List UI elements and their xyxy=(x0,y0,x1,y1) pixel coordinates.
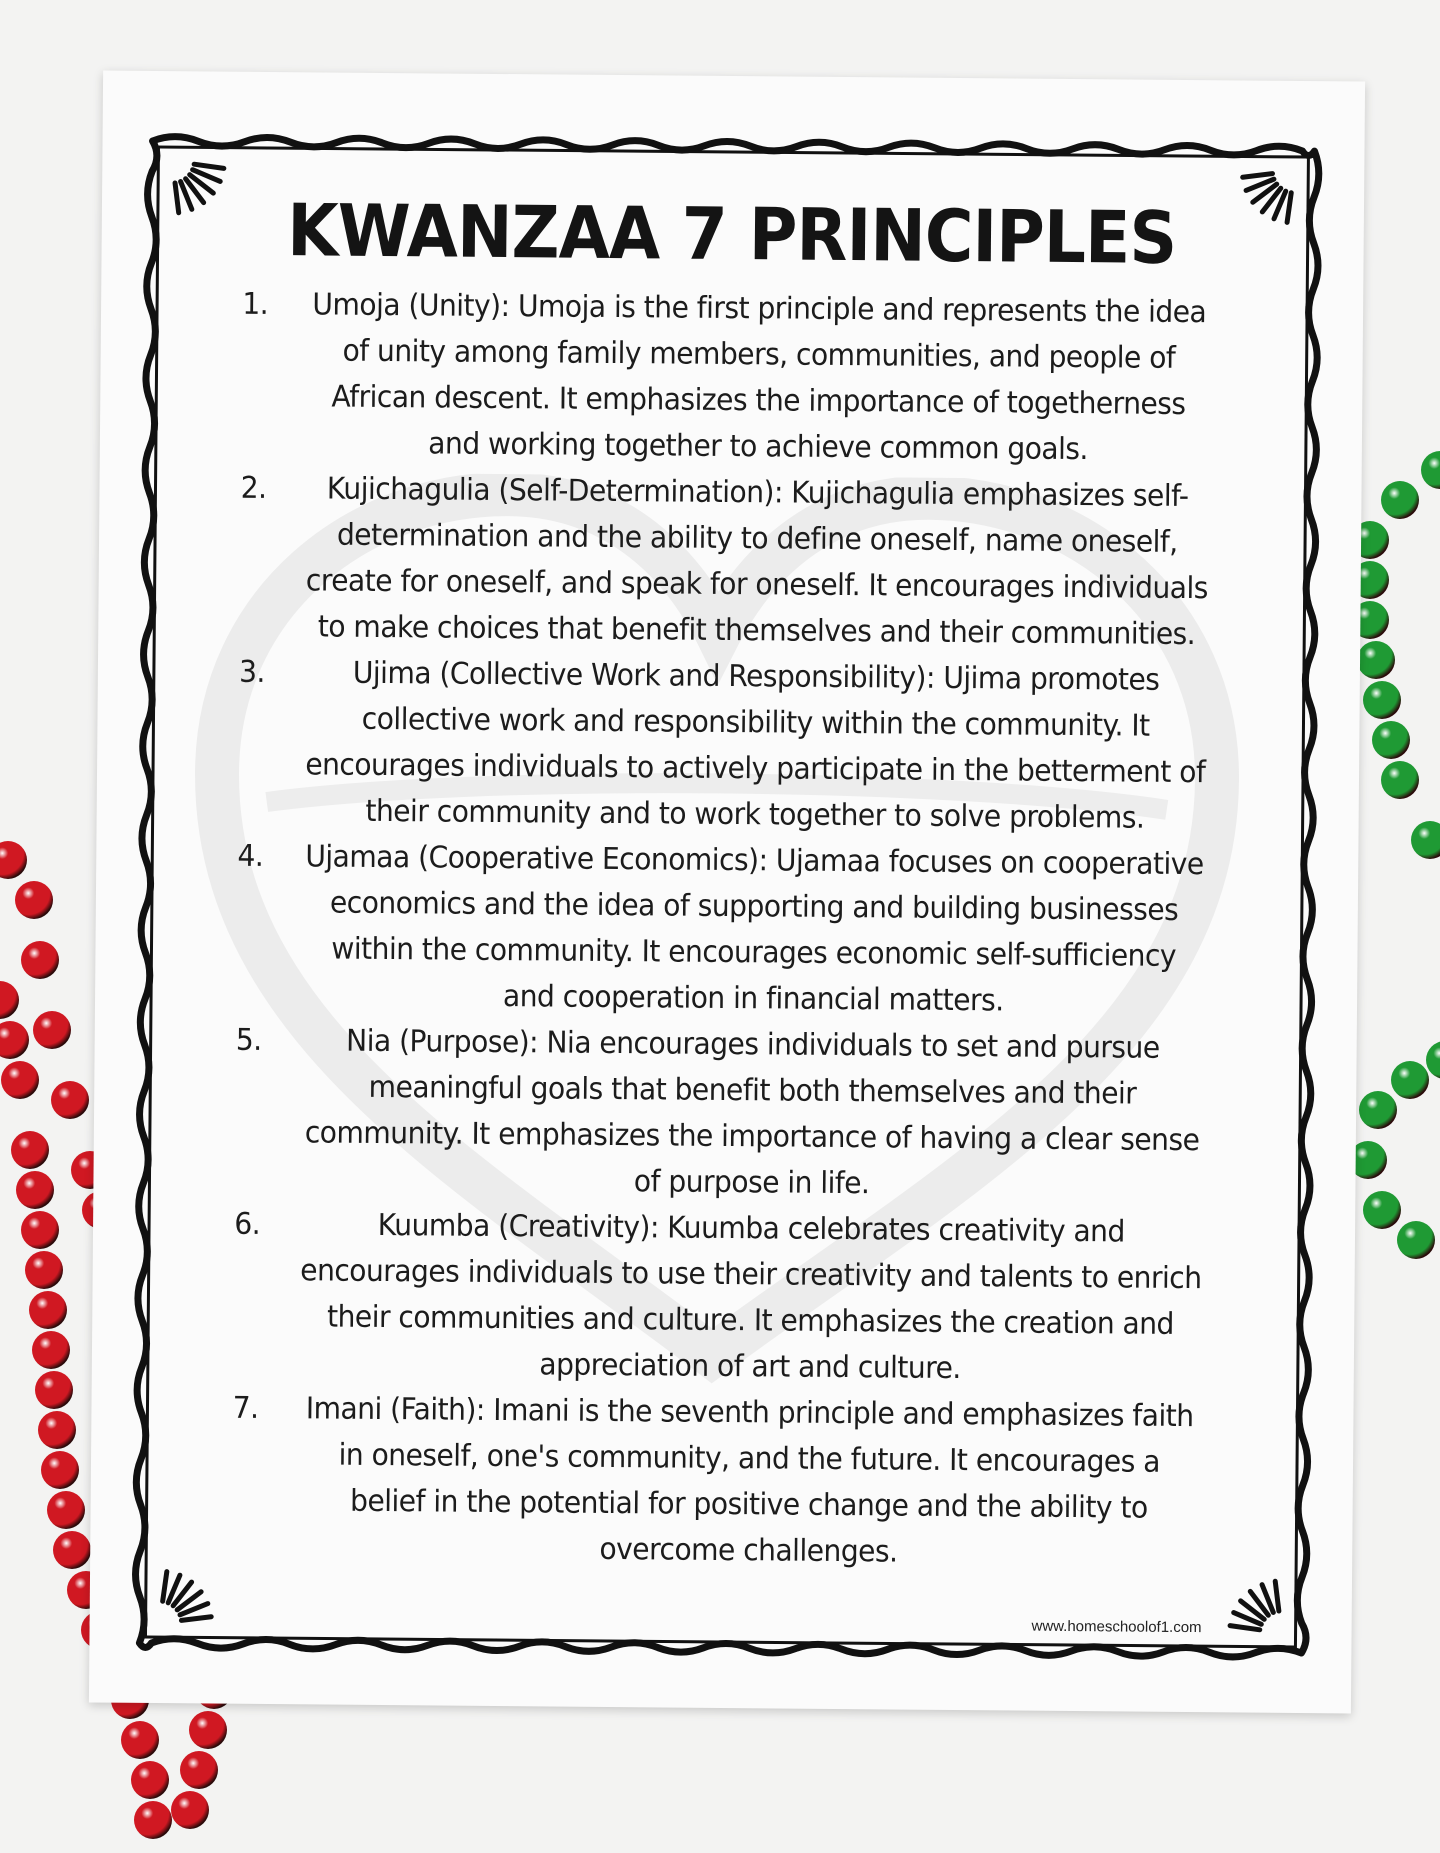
principle-text: Ujamaa (Cooperative Economics): Ujamaa focuses on cooperative economics and the idea of supporting and building businesses within the community. It encourages economic self-sufficiency and cooperation in financial matters. xyxy=(305,839,1204,1019)
principle-item xyxy=(233,1202,1212,1395)
principle-number: 1. xyxy=(242,286,269,322)
principle-text: Kujichagulia (Self-Determination): Kujichagulia emphasizes self-determination and the ability to define oneself, name oneself, create for oneself, and speak for oneself. It encourages individuals to make choices that benefit themselves and their communities. xyxy=(305,471,1209,653)
bead xyxy=(1363,1191,1401,1229)
printed-worksheet xyxy=(89,71,1365,1714)
principle-item xyxy=(234,1018,1213,1211)
principle-number: 7. xyxy=(232,1390,259,1426)
principles-list xyxy=(200,281,1251,1578)
bead xyxy=(1411,821,1440,859)
corner-ray xyxy=(1287,193,1291,223)
bead xyxy=(1397,1221,1435,1259)
principle-number: 4. xyxy=(237,838,264,874)
principle-text: Imani (Faith): Imani is the seventh principle and emphasizes faith in oneself, one's community, and the future. It encourages a belief in the potential for positive change and the ability to overcome challenges. xyxy=(305,1391,1194,1570)
bead xyxy=(1391,1061,1429,1099)
corner-ray xyxy=(1243,173,1273,177)
principle-item xyxy=(238,650,1217,843)
principle-number: 5. xyxy=(235,1022,262,1058)
corner-ray xyxy=(194,164,224,168)
principle-text: Umoja (Unity): Umoja is the first principle and represents the idea of unity among family members, communities, and people of African descent. It emphasizes the importance of togetherness and working together to achieve common goals. xyxy=(312,287,1207,468)
corner-ray xyxy=(163,1572,167,1602)
worksheet-title: KWANZAA 7 PRINCIPLES xyxy=(286,188,1177,280)
principle-text: Kuumba (Creativity): Kuumba celebrates creativity and encourages individuals to use their creativity and talents to enrich their communities and culture. It emphasizes the creation and appreciation of art and culture. xyxy=(300,1207,1202,1387)
bead xyxy=(1359,1091,1397,1129)
principle-text: Nia (Purpose): Nia encourages individuals to set and pursue meaningful goals that benefit both themselves and their community. It emphasizes the importance of having a clear sense of purpose in life. xyxy=(304,1023,1200,1202)
corner-ray xyxy=(181,1616,211,1620)
principle-number: 3. xyxy=(238,654,266,690)
bead xyxy=(1381,481,1419,519)
principle-item xyxy=(231,1386,1210,1579)
corner-ray xyxy=(1275,1581,1279,1611)
worksheet-content xyxy=(200,183,1252,1578)
principle-item xyxy=(239,466,1218,659)
corner-ray xyxy=(175,183,179,213)
principle-item xyxy=(241,282,1220,475)
principle-text: Ujima (Collective Work and Responsibility): Ujima promotes collective work and responsibility within the community. It encourages individuals to actively participate in the betterment of their community and to work together to solve problems. xyxy=(305,655,1206,836)
bead xyxy=(1357,641,1395,679)
bead xyxy=(1372,721,1410,759)
principle-item xyxy=(236,834,1215,1027)
bead xyxy=(1421,451,1440,489)
principle-number: 6. xyxy=(234,1206,261,1242)
principle-number: 2. xyxy=(240,470,267,506)
corner-ray xyxy=(1230,1626,1260,1630)
bead xyxy=(1426,1041,1440,1079)
bead xyxy=(1381,761,1419,799)
bead xyxy=(1363,681,1401,719)
website-footer: www.homeschoolof1.com xyxy=(1031,1617,1202,1637)
